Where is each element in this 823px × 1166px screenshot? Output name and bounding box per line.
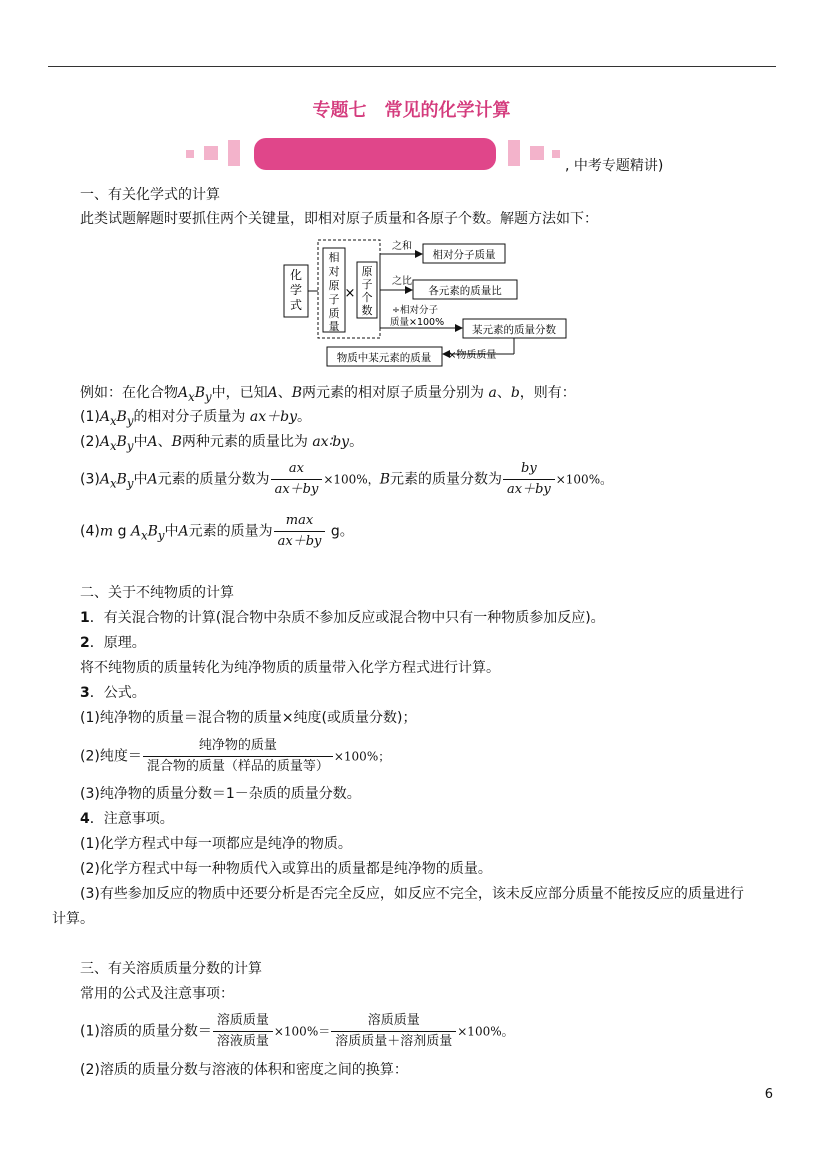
formula-char-1: 化: [289, 268, 303, 282]
fraction-mass: $\frac{\max}{ax+by}$: [274, 512, 326, 551]
section1-heading: 一、有关化学式的计算: [80, 187, 220, 203]
atomic-mass-char-2: 对: [328, 265, 340, 278]
solution-formula-2: (2)溶质的质量分数与溶液的体积和密度之间的换算：: [80, 1062, 408, 1078]
item-2: $(2)A_xB_y$中A、B两种元素的质量比为 ax∶by。: [80, 434, 364, 453]
banner-square-1: [186, 150, 194, 158]
fraction-solute-2: $\frac{\text{溶质质量}}{\text{溶质质量＋溶剂质量}}$: [331, 1012, 456, 1051]
atomic-mass-char-5: 质: [328, 307, 340, 320]
calculation-flow-diagram: [280, 236, 580, 376]
atomic-mass-char-4: 子: [328, 293, 340, 306]
mult-label: ×物质质量: [448, 350, 497, 361]
section1-intro: 此类试题解题时要抓住两个关键量，即相对原子质量和各原子个数。解题方法如下：: [80, 211, 598, 227]
atom-count-char-3: 个: [361, 291, 373, 304]
sum-label: 之和: [392, 241, 412, 252]
fraction-solute-1: $\frac{\text{溶质质量}}{\text{溶液质量}}$: [213, 1012, 273, 1051]
formula-2: (2)纯度＝ $\frac{\text{纯净物的质量}}{\text{混合物的质量（样品的质量等）}}$ ×100%；: [80, 738, 391, 774]
ratio-label: 之比: [392, 276, 412, 287]
banner-square-3: [228, 140, 240, 166]
item-3: $(3)A_xB_y$中A元素的质量分数为 $\frac{ax}{ax+by}$ ×100%，B元素的质量分数为 $\frac{by}{ax+by}$ ×100%。: [80, 461, 613, 497]
section2-point-2: 2．原理。: [80, 635, 146, 651]
item-1: $(1)A_xB_y$的相对分子质量为 ax＋by。: [80, 409, 312, 428]
section2-principle: 将不纯物质的质量转化为纯净物质的质量带入化学方程式进行计算。: [80, 660, 500, 676]
banner-square-5: [530, 146, 544, 160]
atom-count-char-4: 数: [361, 304, 373, 317]
times-sign: ×: [344, 286, 356, 301]
formula-char-3: 式: [289, 298, 303, 312]
mass-result: 物质中某元素的质量: [336, 352, 432, 364]
solution-formula-1: (1)溶质的质量分数＝ $\frac{\text{溶质质量}}{\text{溶液质量}}$ ×100%＝ $\frac{\text{溶质质量}}{\text{溶质质量＋溶剂质量}}$ ×100%。: [80, 1013, 514, 1049]
formula-3: (3)纯净物的质量分数＝1－杂质的质量分数。: [80, 786, 361, 802]
fraction-b: $\frac{by}{ax+by}$: [503, 460, 555, 499]
section3-intro: 常用的公式及注意事项：: [80, 986, 234, 1002]
section3-heading: 三、有关溶质质量分数的计算: [80, 961, 262, 977]
section2-heading: 二、关于不纯物质的计算: [80, 585, 234, 601]
item-4: (4)m g $A_xB_y$中A元素的质量为 $\frac{\max}{ax+by}$ g。: [80, 513, 354, 549]
fraction-result: 某元素的质量分数: [472, 324, 556, 336]
note-3-line-2: 计算。: [52, 911, 94, 927]
banner-square-6: [552, 150, 560, 158]
formula-1: (1)纯净物的质量＝混合物的质量×纯度(或质量分数)；: [80, 710, 417, 726]
top-rule: [48, 66, 776, 67]
note-1: (1)化学方程式中每一项都应是纯净的物质。: [80, 836, 352, 852]
formula-char-2: 学: [289, 283, 303, 297]
banner-subtitle: , 中考专题精讲): [565, 158, 664, 174]
div-label-2: 质量×100%: [390, 317, 445, 328]
note-3-line-1: (3)有些参加反应的物质中还要分析是否完全反应，如反应不完全，该未反应部分质量不能按反应的质量进行: [80, 886, 744, 902]
banner-bar: [254, 138, 496, 170]
ratio-result: 各元素的质量比: [428, 285, 502, 297]
page-title: 专题七 常见的化学计算: [312, 100, 511, 121]
section2-point-4: 4．注意事项。: [80, 811, 174, 827]
atom-count-char-2: 子: [361, 278, 373, 291]
section2-point-1: 1．有关混合物的计算(混合物中杂质不参加反应或混合物中只有一种物质参加反应)。: [80, 610, 605, 626]
atomic-mass-char-3: 原: [328, 279, 340, 292]
note-2: (2)化学方程式中每一种物质代入或算出的质量都是纯净物的质量。: [80, 861, 492, 877]
fraction-purity: $\frac{\text{纯净物的质量}}{\text{混合物的质量（样品的质量等）}}$: [143, 737, 333, 776]
div-label-1: ÷相对分子: [392, 305, 438, 316]
atomic-mass-char-6: 量: [328, 320, 340, 333]
fraction-a: $\frac{ax}{ax+by}$: [271, 460, 323, 499]
banner-square-4: [508, 140, 520, 166]
page-number: 6: [764, 1087, 773, 1102]
atom-count-char-1: 原: [361, 265, 373, 278]
atomic-mass-char-1: 相: [328, 251, 340, 264]
banner-square-2: [204, 146, 218, 160]
sum-result: 相对分子质量: [432, 249, 496, 261]
example-line: 例如：在化合物$A_xB_y$中，已知A、B两元素的相对原子质量分别为 a、b，则有：: [80, 385, 576, 404]
section2-point-3: 3．公式。: [80, 685, 146, 701]
